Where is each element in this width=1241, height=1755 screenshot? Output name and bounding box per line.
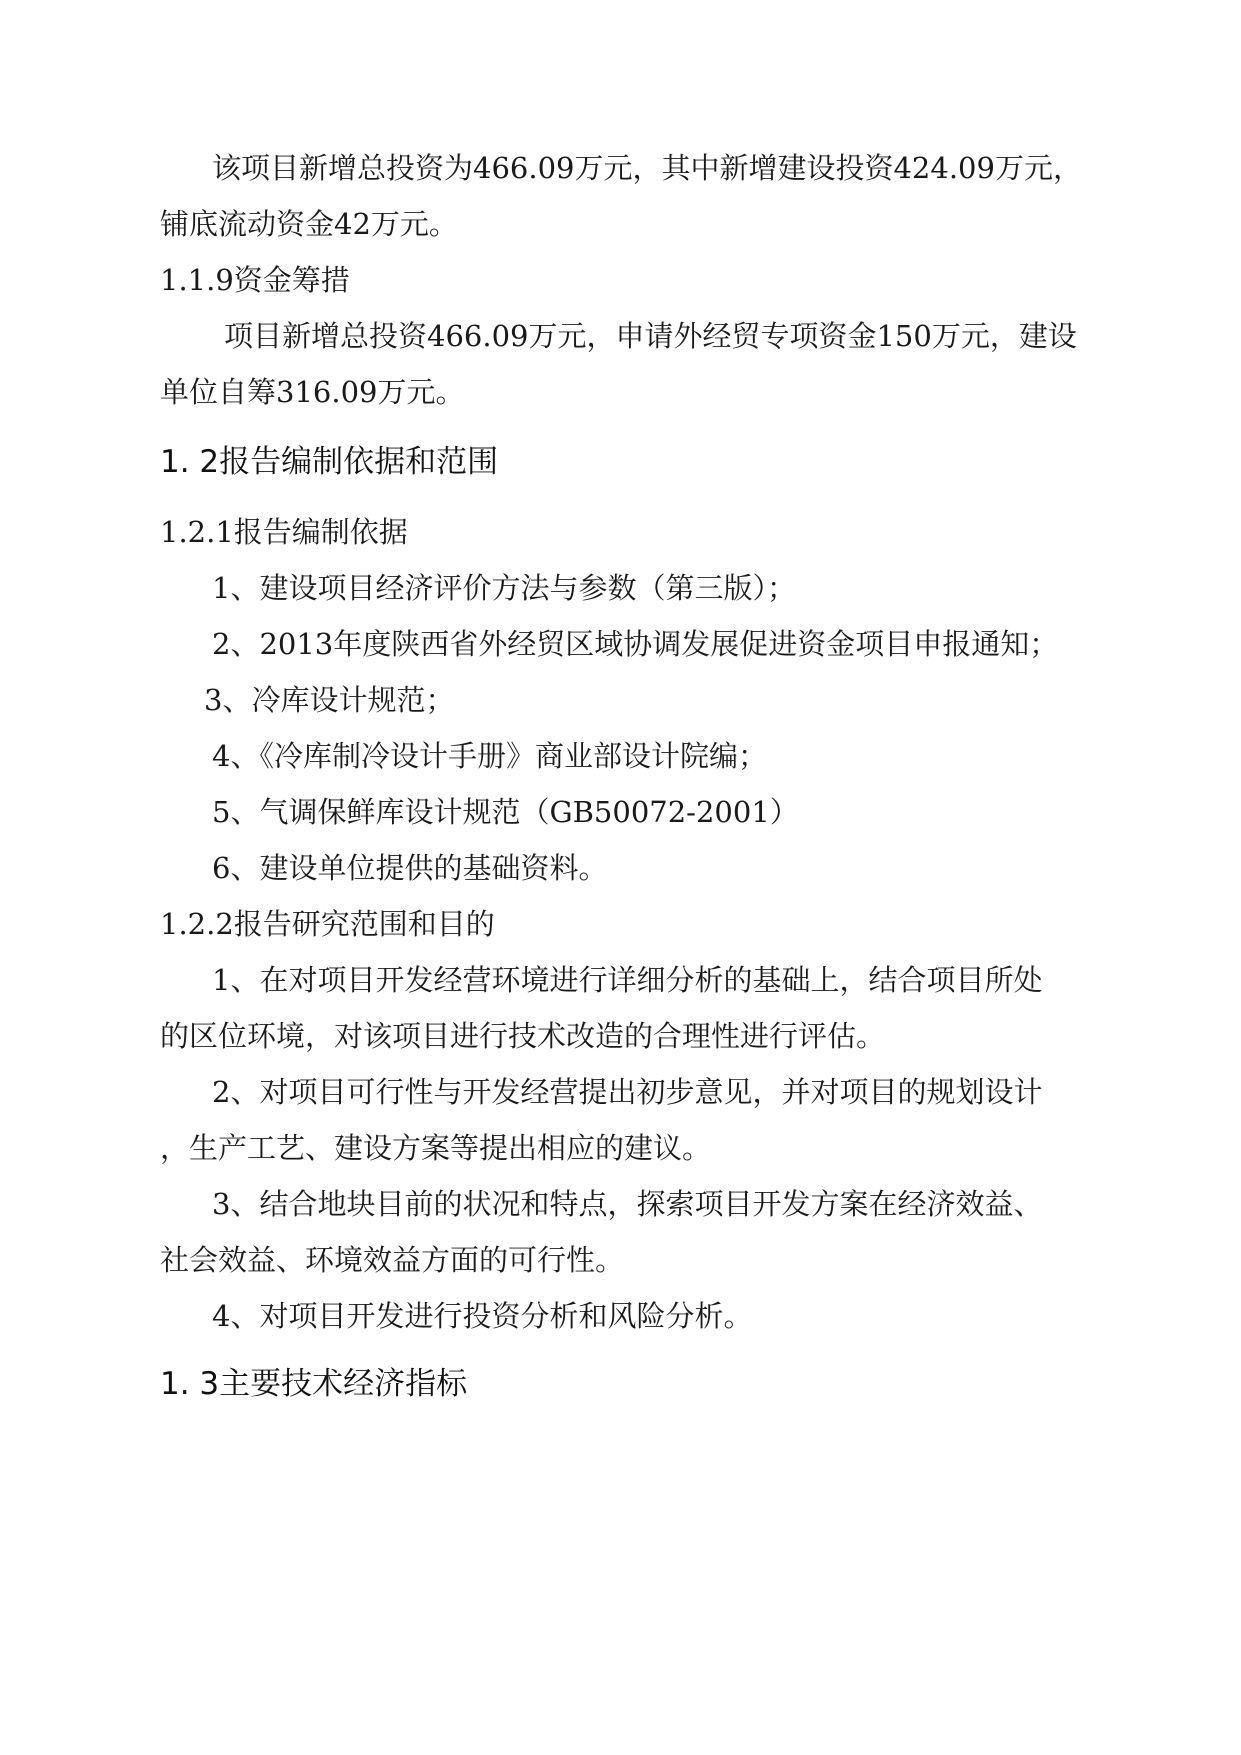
paragraph-line: 该项目新增总投资为466.09万元，其中新增建设投资424.09万元， bbox=[212, 151, 1082, 185]
list-item-continuation: 社会效益、环境效益方面的可行性。 bbox=[160, 1243, 625, 1277]
subsection-heading: 1.2.1报告编制依据 bbox=[160, 515, 408, 549]
list-item-continuation: 的区位环境，对该项目进行技术改造的合理性进行评估。 bbox=[160, 1019, 886, 1053]
paragraph-line: 铺底流动资金42万元。 bbox=[160, 207, 458, 241]
list-item: 5、气调保鲜库设计规范（GB50072-2001） bbox=[212, 795, 799, 829]
list-item-continuation: ，生产工艺、建设方案等提出相应的建议。 bbox=[160, 1131, 712, 1165]
list-item: 4、《冷库制冷设计手册》商业部设计院编； bbox=[212, 739, 767, 773]
list-item: 3、冷库设计规范； bbox=[204, 683, 455, 717]
paragraph-line: 项目新增总投资466.09万元，申请外经贸专项资金150万元，建设 bbox=[224, 319, 1077, 353]
section-heading: 1. 3主要技术经济指标 bbox=[160, 1366, 468, 1402]
subsection-heading: 1.2.2报告研究范围和目的 bbox=[160, 907, 495, 941]
list-item: 1、在对项目开发经营环境进行详细分析的基础上，结合项目所处 bbox=[212, 963, 1043, 997]
list-item: 1、建设项目经济评价方法与参数（第三版）； bbox=[212, 571, 796, 605]
list-item: 2、对项目可行性与开发经营提出初步意见，并对项目的规划设计 bbox=[212, 1075, 1043, 1109]
paragraph-line: 单位自筹316.09万元。 bbox=[160, 375, 465, 409]
section-heading: 1. 2报告编制依据和范围 bbox=[160, 444, 499, 480]
list-item: 3、结合地块目前的状况和特点，探索项目开发方案在经济效益、 bbox=[212, 1187, 1043, 1221]
list-item: 4、对项目开发进行投资分析和风险分析。 bbox=[212, 1299, 753, 1333]
list-item: 2、2013年度陕西省外经贸区域协调发展促进资金项目申报通知； bbox=[212, 627, 1059, 661]
list-item: 6、建设单位提供的基础资料。 bbox=[212, 851, 608, 885]
subsection-heading: 1.1.9资金筹措 bbox=[160, 263, 350, 297]
